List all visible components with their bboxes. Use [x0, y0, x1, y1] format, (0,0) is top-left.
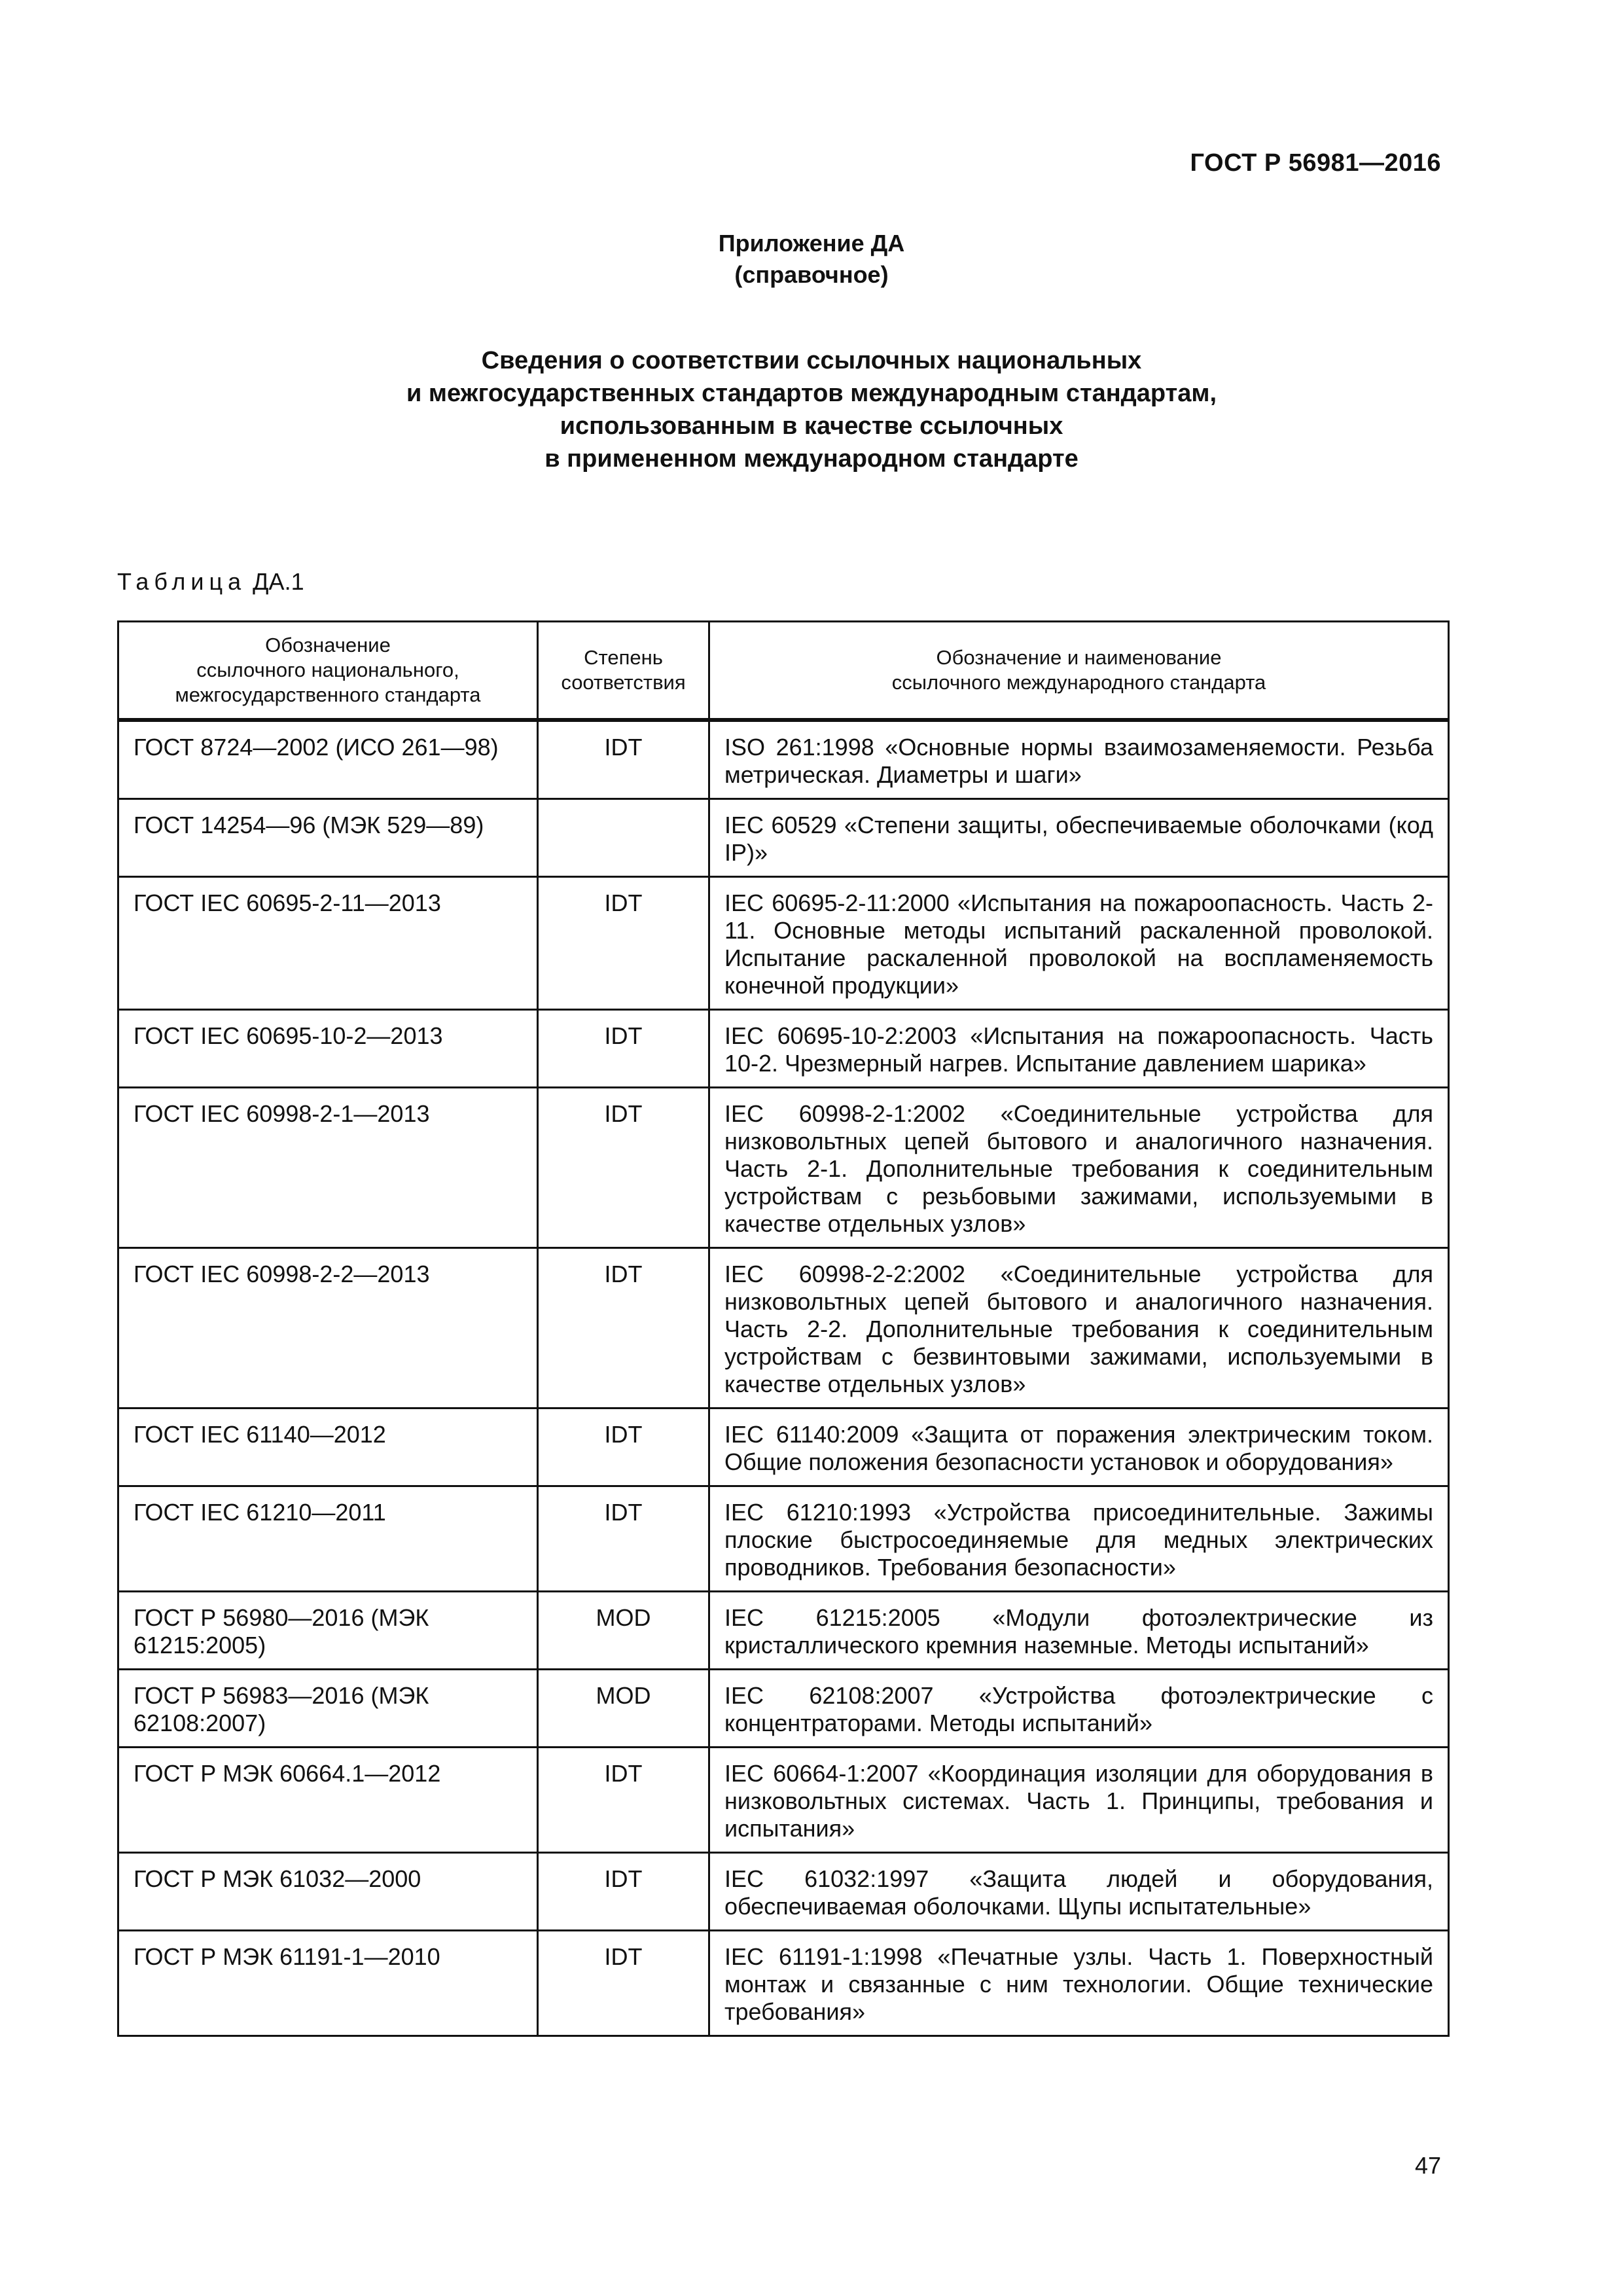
page-number: 47: [1414, 2152, 1441, 2179]
table-row: [118, 1853, 1449, 1931]
table-caption: [117, 568, 304, 596]
degree-cell: IDT: [538, 1486, 709, 1592]
international-standard-cell: IEC 60529 «Степени защиты, обеспечиваемые оболочками (код IP)»: [709, 799, 1449, 877]
table-row: [118, 1010, 1449, 1088]
degree-cell: IDT: [538, 877, 709, 1010]
national-standard-cell: ГОСТ 8724—2002 (ИСО 261—98): [118, 720, 538, 799]
table-header-row: [118, 622, 1449, 721]
degree-cell: IDT: [538, 1931, 709, 2036]
heading-line: Сведения о соответствии ссылочных национальных: [481, 347, 1142, 374]
international-standard-cell: IEC 60998-2-1:2002 «Соединительные устройства для низковольтных цепей бытового и аналогичного назначения. Часть 2-1. Дополнительные требования к соединительным устройствам с резьбовыми зажимами, используемыми в качестве отдельных узлов»: [709, 1088, 1449, 1248]
national-standard-cell: ГОСТ Р МЭК 61191-1—2010: [118, 1931, 538, 2036]
national-standard-cell: ГОСТ Р МЭК 60664.1—2012: [118, 1748, 538, 1853]
national-standard-cell: ГОСТ Р 56980—2016 (МЭК 61215:2005): [118, 1592, 538, 1670]
degree-cell: IDT: [538, 1748, 709, 1853]
national-standard-cell: ГОСТ IEC 60695-10-2—2013: [118, 1010, 538, 1088]
international-standard-cell: IEC 61140:2009 «Защита от поражения электрическим током. Общие положения безопасности установок и оборудования»: [709, 1408, 1449, 1486]
heading-line: использованным в качестве ссылочных: [560, 412, 1063, 440]
international-standard-cell: IEC 62108:2007 «Устройства фотоэлектрические с концентраторами. Методы испытаний»: [709, 1670, 1449, 1748]
national-standard-cell: ГОСТ IEC 60998-2-1—2013: [118, 1088, 538, 1248]
degree-cell: IDT: [538, 1088, 709, 1248]
table-caption-word: Таблица: [117, 568, 247, 595]
national-standard-cell: ГОСТ Р 56983—2016 (МЭК 62108:2007): [118, 1670, 538, 1748]
heading-line: в примененном международном стандарте: [544, 445, 1079, 473]
degree-cell: MOD: [538, 1670, 709, 1748]
heading-line: и межгосударственных стандартов международным стандартам,: [406, 380, 1217, 407]
degree-cell: MOD: [538, 1592, 709, 1670]
header-international-standard: Обозначение и наименование ссылочного международного стандарта: [709, 622, 1449, 721]
international-standard-cell: IEC 60664-1:2007 «Координация изоляции для оборудования в низковольтных системах. Часть 1. Принципы, требования и испытания»: [709, 1748, 1449, 1853]
degree-cell: IDT: [538, 1853, 709, 1931]
header-national-standard: Обозначение ссылочного национального, межгосударственного стандарта: [118, 622, 538, 721]
table-row: [118, 1088, 1449, 1248]
international-standard-cell: IEC 60695-2-11:2000 «Испытания на пожароопасность. Часть 2-11. Основные методы испытаний раскаленной проволокой. Испытание раскаленной проволокой на воспламеняемость конечной продукции»: [709, 877, 1449, 1010]
national-standard-cell: ГОСТ 14254—96 (МЭК 529—89): [118, 799, 538, 877]
international-standard-cell: IEC 61191-1:1998 «Печатные узлы. Часть 1. Поверхностный монтаж и связанные с ним технологии. Общие технические требования»: [709, 1931, 1449, 2036]
international-standard-cell: IEC 61210:1993 «Устройства присоединительные. Зажимы плоские быстросоединяемые для медных электрических проводников. Требования безопасности»: [709, 1486, 1449, 1592]
table-row: [118, 1592, 1449, 1670]
annex-heading: [0, 344, 1623, 475]
table-row: [118, 877, 1449, 1010]
degree-cell: [538, 799, 709, 877]
degree-cell: IDT: [538, 720, 709, 799]
international-standard-cell: IEC 60695-10-2:2003 «Испытания на пожароопасность. Часть 10-2. Чрезмерный нагрев. Испытание давлением шарика»: [709, 1010, 1449, 1088]
table-row: [118, 1486, 1449, 1592]
table-row: [118, 720, 1449, 799]
national-standard-cell: ГОСТ IEC 60695-2-11—2013: [118, 877, 538, 1010]
standards-table: [117, 620, 1450, 2037]
international-standard-cell: IEC 61215:2005 «Модули фотоэлектрические из кристаллического кремния наземные. Методы испытаний»: [709, 1592, 1449, 1670]
table-body: [118, 720, 1449, 2036]
national-standard-cell: ГОСТ IEC 61140—2012: [118, 1408, 538, 1486]
header-degree: Степень соответствия: [538, 622, 709, 721]
degree-cell: IDT: [538, 1010, 709, 1088]
annex-type: (справочное): [734, 261, 889, 288]
international-standard-cell: IEC 60998-2-2:2002 «Соединительные устройства для низковольтных цепей бытового и аналогичного назначения. Часть 2-2. Дополнительные требования к соединительным устройствам с безвинтовыми зажимами, используемыми в качестве отдельных узлов»: [709, 1248, 1449, 1408]
table-caption-id: ДА.1: [253, 568, 304, 595]
table-row: [118, 1748, 1449, 1853]
annex-label: Приложение ДА: [718, 230, 905, 257]
degree-cell: IDT: [538, 1248, 709, 1408]
national-standard-cell: ГОСТ IEC 61210—2011: [118, 1486, 538, 1592]
document-code: ГОСТ Р 56981—2016: [1190, 149, 1441, 177]
table-row: [118, 799, 1449, 877]
table-row: [118, 1408, 1449, 1486]
international-standard-cell: IEC 61032:1997 «Защита людей и оборудования, обеспечиваемая оболочками. Щупы испытательные»: [709, 1853, 1449, 1931]
annex-title: [0, 228, 1623, 291]
degree-cell: IDT: [538, 1408, 709, 1486]
international-standard-cell: ISO 261:1998 «Основные нормы взаимозаменяемости. Резьба метрическая. Диаметры и шаги»: [709, 720, 1449, 799]
table-row: [118, 1931, 1449, 2036]
table-row: [118, 1670, 1449, 1748]
national-standard-cell: ГОСТ Р МЭК 61032—2000: [118, 1853, 538, 1931]
national-standard-cell: ГОСТ IEC 60998-2-2—2013: [118, 1248, 538, 1408]
table-row: [118, 1248, 1449, 1408]
